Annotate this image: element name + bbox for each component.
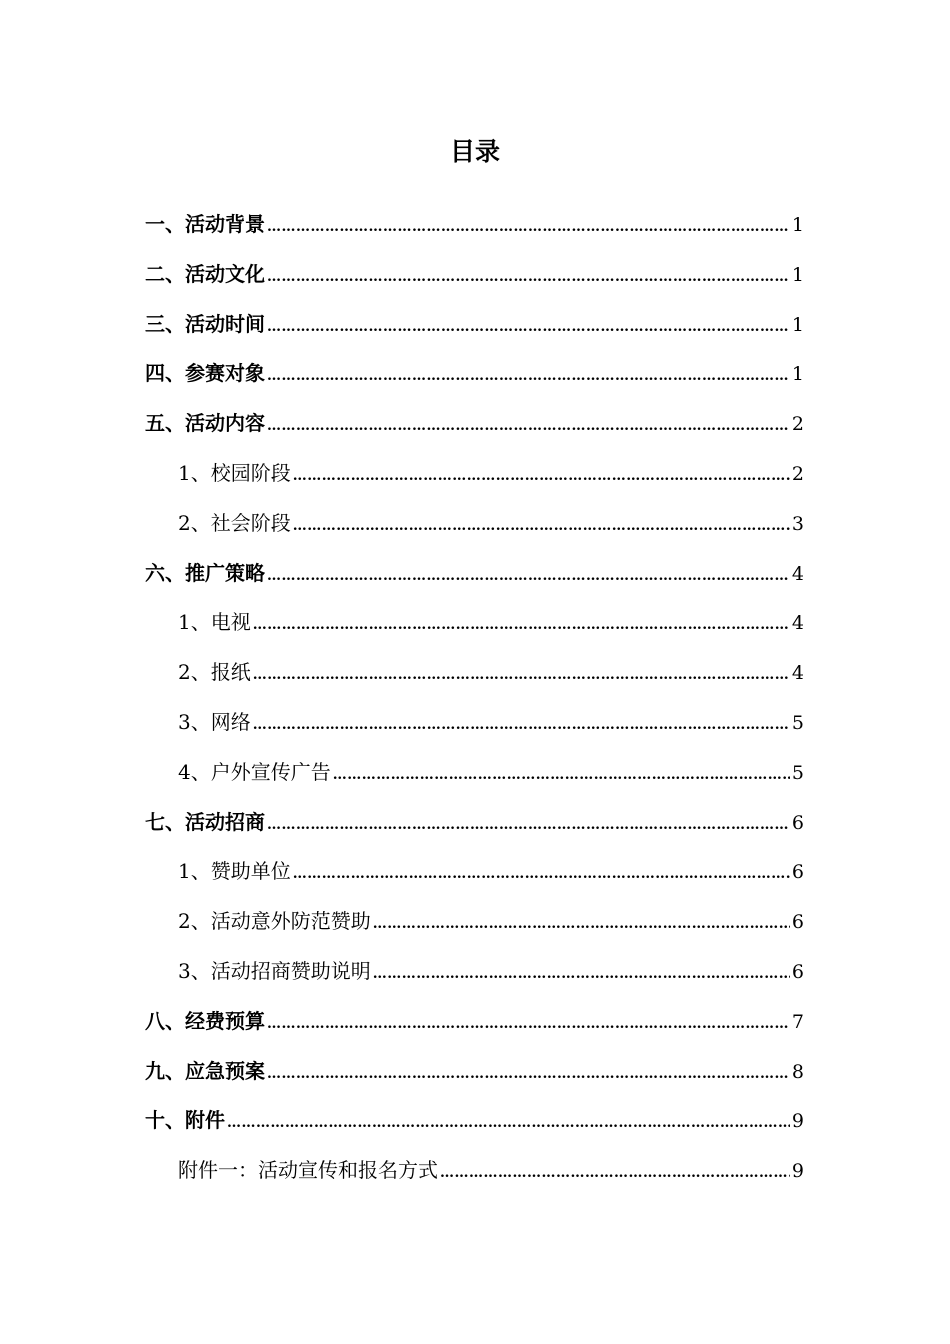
dot-leader: [267, 1000, 790, 1050]
toc-page-number: 1: [791, 214, 804, 236]
toc-entry[interactable]: [145, 997, 804, 1047]
toc-page-number: 4: [791, 662, 804, 685]
toc-entry[interactable]: [145, 847, 804, 897]
toc-page-number: 6: [791, 911, 804, 934]
toc-page-number: 6: [791, 960, 804, 983]
dot-leader: [373, 950, 790, 1000]
toc-entry[interactable]: [145, 897, 804, 947]
toc-entry[interactable]: [145, 349, 804, 399]
toc-entry-label: 2、活动意外防范赞助: [178, 909, 371, 934]
dot-leader: [293, 850, 790, 900]
dot-leader: [267, 352, 790, 402]
toc-entry[interactable]: [145, 698, 804, 748]
toc-entry[interactable]: [145, 598, 804, 648]
toc-entry-label: 4、户外宣传广告: [178, 759, 331, 784]
dot-leader: [253, 701, 790, 751]
toc-entry[interactable]: [145, 1096, 804, 1146]
toc-entry[interactable]: [145, 399, 804, 449]
toc-page-number: 4: [791, 562, 804, 585]
toc-entry[interactable]: [145, 1146, 804, 1196]
toc-page-number: 1: [791, 313, 804, 336]
toc-entry-label: 一、活动背景: [145, 212, 265, 236]
toc-entry-label: 十、附件: [145, 1108, 225, 1133]
toc-page-number: 9: [791, 1110, 804, 1133]
toc-page-number: 8: [791, 1060, 804, 1083]
toc-entry[interactable]: [145, 648, 804, 698]
dot-leader: [333, 751, 790, 801]
dot-leader: [373, 900, 790, 950]
dot-leader: [267, 1050, 790, 1100]
toc-entry[interactable]: [145, 250, 804, 300]
toc-page-number: 2: [791, 462, 804, 485]
toc-entry-label: 三、活动时间: [145, 311, 265, 336]
toc-entry[interactable]: [145, 1047, 804, 1097]
toc-entry[interactable]: [145, 947, 804, 997]
toc-page-number: 6: [791, 811, 804, 834]
toc-entry-label: 九、应急预案: [145, 1058, 265, 1083]
toc-list: [145, 200, 804, 1196]
toc-entry-label: 2、社会阶段: [178, 510, 291, 535]
toc-entry-label: 五、活动内容: [145, 411, 265, 436]
toc-page-number: 5: [791, 761, 804, 784]
toc-entry-label: 七、活动招商: [145, 809, 265, 834]
toc-page-number: 2: [791, 413, 804, 436]
toc-page-number: 5: [791, 711, 804, 734]
toc-entry[interactable]: [145, 549, 804, 599]
toc-entry-label: 1、校园阶段: [178, 460, 291, 485]
toc-page-number: 1: [791, 263, 804, 286]
dot-leader: [293, 502, 790, 552]
toc-entry[interactable]: [145, 449, 804, 499]
toc-entry-label: 1、赞助单位: [178, 859, 291, 884]
toc-page-number: 4: [791, 612, 804, 635]
toc-entry-label: 1、电视: [178, 610, 251, 635]
toc-entry[interactable]: [145, 798, 804, 848]
toc-entry-label: 附件一：活动宣传和报名方式: [178, 1158, 438, 1183]
toc-entry[interactable]: [145, 200, 804, 250]
toc-entry-label: 六、推广策略: [145, 560, 265, 585]
toc-entry-label: 3、活动招商赞助说明: [178, 958, 371, 983]
toc-title: 目录: [449, 137, 500, 166]
dot-leader: [253, 651, 790, 701]
toc-page-number: 9: [791, 1160, 804, 1183]
dot-leader: [227, 1099, 790, 1149]
toc-entry-label: 四、参赛对象: [145, 361, 265, 386]
dot-leader: [267, 203, 790, 253]
dot-leader: [267, 402, 790, 452]
toc-entry-label: 八、经费预算: [145, 1008, 265, 1033]
dot-leader: [440, 1149, 790, 1199]
toc-page-number: 1: [791, 363, 804, 386]
toc-entry-label: 3、网络: [178, 709, 251, 734]
dot-leader: [253, 601, 790, 651]
toc-entry-label: 2、报纸: [178, 660, 251, 685]
toc-page-number: 6: [791, 861, 804, 884]
toc-page-number: 7: [791, 1010, 804, 1033]
dot-leader: [267, 253, 790, 303]
toc-entry-label: 二、活动文化: [145, 261, 265, 286]
toc-entry[interactable]: [145, 300, 804, 350]
dot-leader: [267, 801, 790, 851]
toc-entry[interactable]: [145, 499, 804, 549]
dot-leader: [267, 552, 790, 602]
toc-entry[interactable]: [145, 748, 804, 798]
dot-leader: [293, 452, 790, 502]
dot-leader: [267, 303, 790, 353]
toc-page-number: 3: [791, 512, 804, 535]
